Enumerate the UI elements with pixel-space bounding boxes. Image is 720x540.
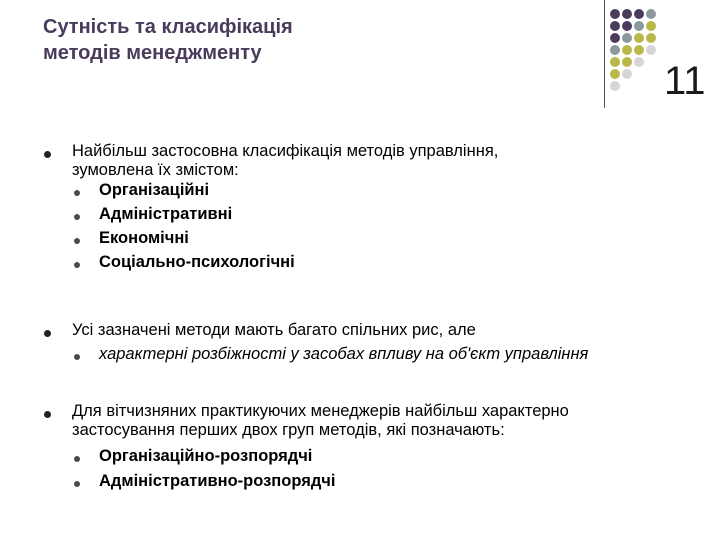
sub-bullet-marker: [74, 354, 80, 360]
bullet-1-sub-4: Соціально-психологічні: [99, 253, 295, 271]
sub-bullet-marker: [74, 262, 80, 268]
sub-bullet-marker: [74, 190, 80, 196]
bullet-marker: [44, 151, 51, 158]
bullet-marker: [44, 411, 51, 418]
slide-number: 11: [664, 59, 706, 103]
sub-bullet-marker: [74, 481, 80, 487]
bullet-3-line-2: застосування перших двох груп методів, які позначають:: [72, 421, 505, 439]
bullet-3-line-1: Для вітчизняних практикуючих менеджерів найбільш характерно: [72, 402, 569, 420]
bullet-2-line-1: Усі зазначені методи мають багато спільних рис, але: [72, 321, 476, 339]
slide-title-line-2: методів менеджменту: [43, 42, 262, 64]
bullet-3-sub-2: Адміністративно-розпорядчі: [99, 472, 336, 490]
bullet-1-sub-3: Економічні: [99, 229, 189, 247]
sub-bullet-marker: [74, 456, 80, 462]
bullet-2-sub-1: характерні розбіжності у засобах впливу на об'єкт управління: [99, 345, 589, 363]
bullet-1-sub-1: Організаційні: [99, 181, 210, 199]
sub-bullet-marker: [74, 238, 80, 244]
bullet-1-sub-2: Адміністративні: [99, 205, 233, 223]
bullet-1-line-1: Найбільш застосовна класифікація методів управління,: [72, 142, 499, 160]
sub-bullet-marker: [74, 214, 80, 220]
slide-title-line-1: Сутність та класифікація: [43, 16, 293, 38]
bullet-3-sub-1: Організаційно-розпорядчі: [99, 447, 313, 465]
bullet-1-line-2: зумовлена їх змістом:: [72, 161, 239, 179]
bullet-marker: [44, 330, 51, 337]
